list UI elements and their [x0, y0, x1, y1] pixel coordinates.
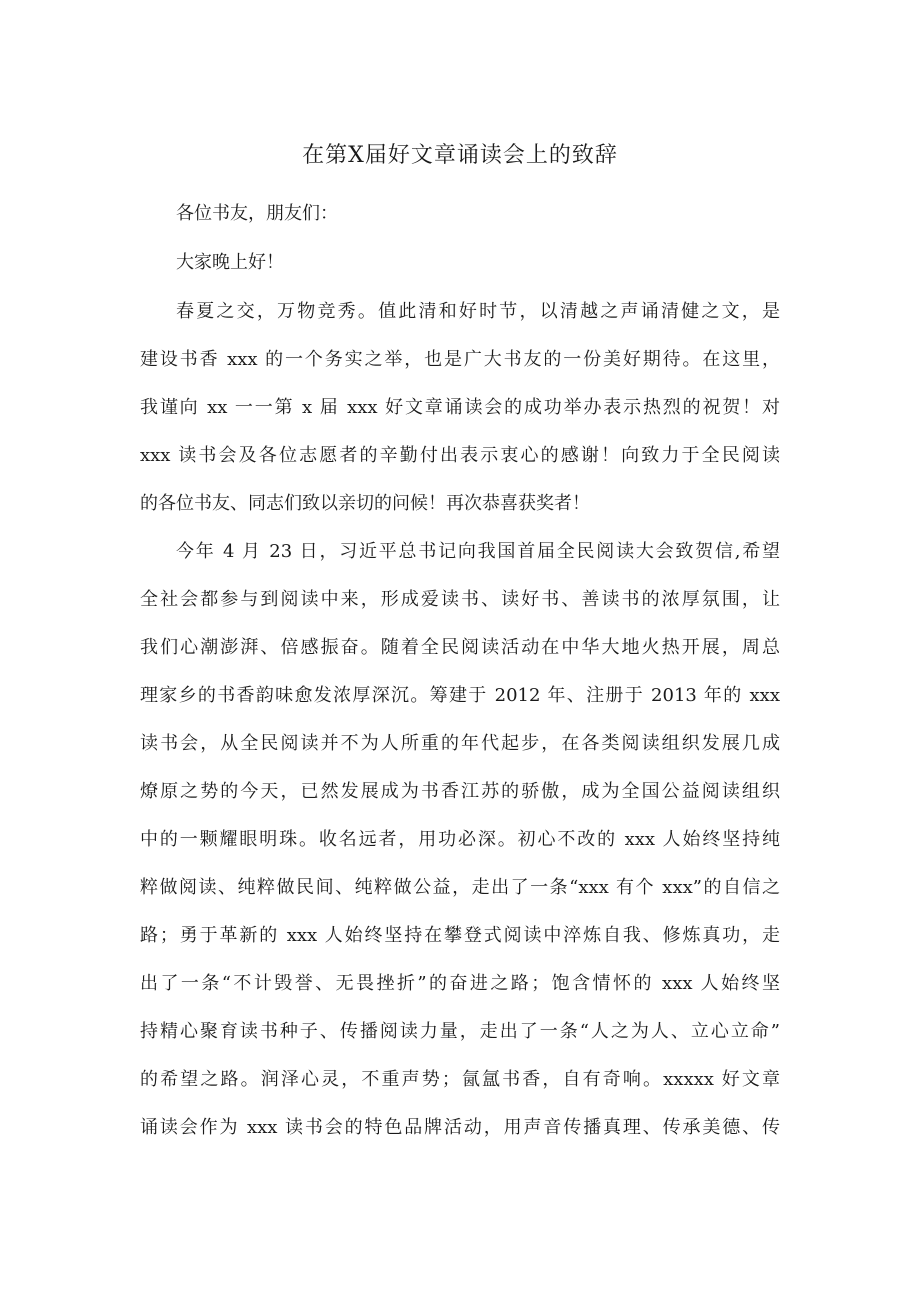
- paragraph-line: xxx 读书会及各位志愿者的辛勤付出表示衷心的感谢！向致力于全民阅读: [140, 445, 780, 466]
- paragraph-line: 读书会，从全民阅读并不为人所重的年代起步，在各类阅读组织发展几成: [140, 733, 780, 754]
- paragraph-line: 我谨向 xx 一一第 x 届 xxx 好文章诵读会的成功举办表示热烈的祝贺！对: [140, 397, 780, 418]
- paragraph-line: 的希望之路。润泽心灵，不重声势；氤氲书香，自有奇响。xxxxx 好文章: [140, 1069, 780, 1090]
- greeting: 大家晚上好！: [176, 252, 284, 273]
- paragraph-line: 我们心潮澎湃、倍感振奋。随着全民阅读活动在中华大地火热开展，周总: [140, 637, 780, 658]
- paragraph-line: 路；勇于革新的 xxx 人始终坚持在攀登式阅读中淬炼自我、修炼真功，走: [140, 925, 780, 946]
- paragraph-line: 诵读会作为 xxx 读书会的特色品牌活动，用声音传播真理、传承美德、传: [140, 1117, 780, 1138]
- paragraph-line: 持精心聚育读书种子、传播阅读力量，走出了一条“人之为人、立心立命”: [140, 1021, 780, 1042]
- paragraph-line: 燎原之势的今天，已然发展成为书香江苏的骄傲，成为全国公益阅读组织: [140, 781, 780, 802]
- paragraph-line: 粹做阅读、纯粹做民间、纯粹做公益，走出了一条“xxx 有个 xxx”的自信之: [140, 877, 780, 898]
- paragraph-line: 中的一颗耀眼明珠。收名远者，用功必深。初心不改的 xxx 人始终坚持纯: [140, 829, 780, 850]
- paragraph-line: 全社会都参与到阅读中来，形成爱读书、读好书、善读书的浓厚氛围，让: [140, 589, 780, 610]
- document-title: 在第X届好文章诵读会上的致辞: [302, 143, 618, 168]
- paragraph-line: 出了一条“不计毁誉、无畏挫折”的奋进之路；饱含情怀的 xxx 人始终坚: [140, 973, 780, 994]
- paragraph-line: 今年 4 月 23 日，习近平总书记向我国首届全民阅读大会致贺信,希望: [176, 541, 780, 562]
- paragraph-line: 春夏之交，万物竞秀。值此清和好时节，以清越之声诵清健之文，是: [176, 301, 780, 322]
- paragraph-line: 理家乡的书香韵味愈发浓厚深沉。筹建于 2012 年、注册于 2013 年的 xxx: [140, 685, 780, 706]
- paragraph-line: 的各位书友、同志们致以亲切的问候！再次恭喜获奖者！: [140, 493, 590, 514]
- salutation: 各位书友，朋友们：: [176, 203, 338, 224]
- paragraph-line: 建设书香 xxx 的一个务实之举，也是广大书友的一份美好期待。在这里，: [140, 349, 780, 370]
